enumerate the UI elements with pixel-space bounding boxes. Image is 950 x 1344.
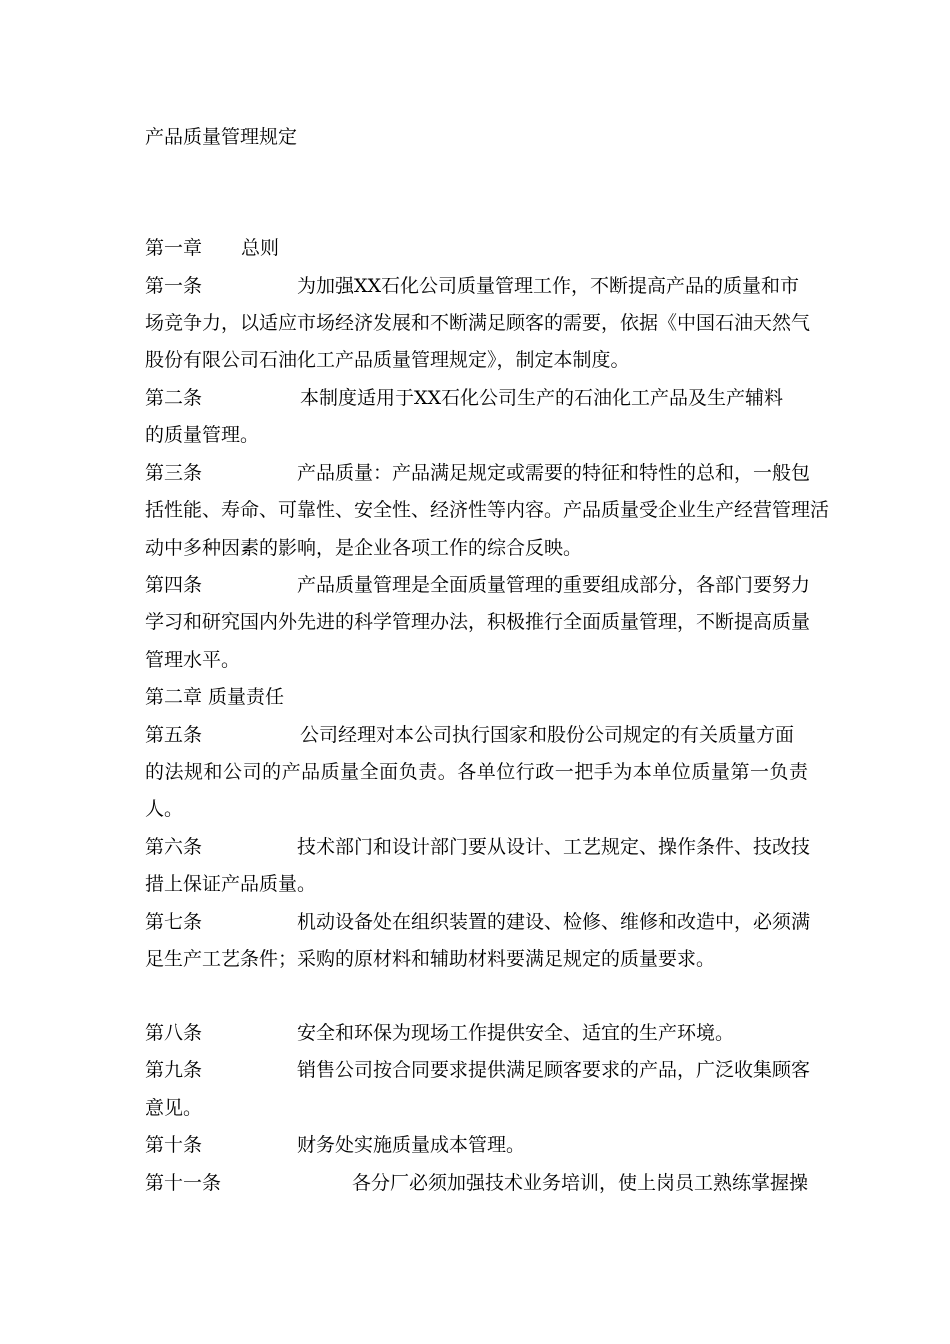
article-text: 为加强XX石化公司质量管理工作，不断提高产品的质量和市 [297,275,800,297]
article-text: 财务处实施质量成本管理。 [297,1134,526,1156]
article-text: 学习和研究国内外先进的科学管理办法，积极推行全面质量管理，不断提高质量 [145,611,811,633]
article-label: 第十一条 [145,1172,222,1194]
article-text: 本制度适用于XX石化公司生产的石油化工产品及生产辅料 [300,387,784,409]
article-text: 场竞争力，以适应市场经济发展和不断满足顾客的需要，依据《中国石油天然气 [145,312,811,334]
article-label: 第四条 [145,574,203,596]
article-text: 机动设备处在组织装置的建设、检修、维修和改造中，必须满 [297,911,811,933]
article-line [145,1095,202,1121]
article-text: 股份有限公司石油化工产品质量管理规定》，制定本制度。 [145,349,630,371]
article-text: 技术部门和设计部门要从设计、工艺规定、操作条件、技改技 [297,836,811,858]
article-text: 销售公司按合同要求提供满足顾客要求的产品，广泛收集顾客 [297,1059,811,1081]
article-label: 第八条 [145,1022,203,1044]
article-label: 第五条 [145,724,203,746]
article-line [145,422,259,448]
article-line [145,497,830,523]
article-text: 产品质量：产品满足规定或需要的特征和特性的总和，一般包 [297,462,811,484]
article-line [145,347,630,373]
article-text: 产品质量管理是全面质量管理的重要组成部分，各部门要努力 [297,574,811,596]
article-line [145,310,811,336]
article-label: 第七条 [145,911,203,933]
article-line [145,871,316,897]
article-text: 人。 [145,798,184,820]
article-label: 第二条 [145,387,203,409]
article-text: 足生产工艺条件；采购的原材料和辅助材料要满足规定的质量要求。 [145,948,716,970]
article-label: 第六条 [145,836,203,858]
article-line [145,647,240,673]
article-text: 括性能、寿命、可靠性、安全性、经济性等内容。产品质量受企业生产经营管理活 [145,499,830,521]
article-line [145,609,811,635]
article-line [145,946,715,972]
chapter-label: 第一章 [145,237,203,259]
article-text: 各分厂必须加强技术业务培训，使上岗员工熟练掌握操 [352,1172,809,1194]
article-line [145,759,808,785]
article-line [145,535,582,561]
article-label: 第十条 [145,1134,203,1156]
article-text: 动中多种因素的影响，是企业各项工作的综合反映。 [145,537,583,559]
article-label: 第三条 [145,462,203,484]
article-text: 的法规和公司的产品质量全面负责。各单位行政一把手为本单位质量第一负责 [145,761,808,783]
article-text: 安全和环保为现场工作提供安全、适宜的生产环境。 [297,1022,735,1044]
chapter-name: 总则 [241,237,280,259]
article-label: 第一条 [145,275,203,297]
chapter-heading: 第二章 质量责任 [145,686,285,708]
article-line [145,796,183,822]
article-text: 措上保证产品质量。 [145,873,317,895]
article-text: 意见。 [145,1097,203,1119]
document-title: 产品质量管理规定 [145,126,298,148]
article-text: 公司经理对本公司执行国家和股份公司规定的有关质量方面 [300,724,795,746]
article-text: 管理水平。 [145,649,241,671]
article-label: 第九条 [145,1059,203,1081]
article-text: 的质量管理。 [145,424,260,446]
